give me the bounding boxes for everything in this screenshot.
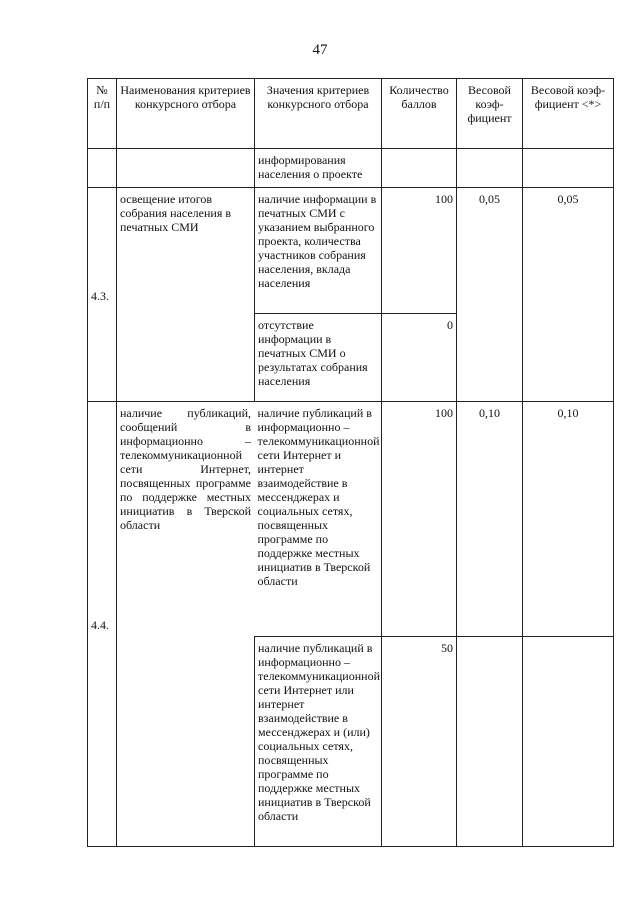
cell-empty (523, 149, 614, 188)
header-score: Количество баллов (382, 79, 457, 149)
table-row (88, 149, 614, 188)
cell-empty (457, 637, 523, 847)
criterion-name-4-3: освещение итогов собрания населения в печатных СМИ (117, 188, 255, 402)
page-number: 47 (312, 42, 328, 58)
cell-empty (117, 149, 255, 188)
header-criterion-value: Значения критериев конкурсного отбора (255, 79, 382, 149)
cell-empty (382, 149, 457, 188)
header-number: № п/п (88, 79, 117, 149)
criteria-table (87, 78, 614, 847)
criterion-name-4-4: наличие публикаций, сообщений в информационно – телекоммуникационной сети Интернет, посвященных программе по поддержке местных инициатив в Тверской области (117, 402, 255, 847)
cell-empty (88, 149, 117, 188)
weight-alt-4-3: 0,05 (523, 188, 614, 402)
cell-empty (523, 637, 614, 847)
weight-alt-4-4: 0,10 (523, 402, 614, 637)
row-number-4-3: 4.3. (88, 188, 117, 402)
table-row (88, 188, 614, 314)
criterion-value-4-4-1: наличие публикаций в информационно – телекоммуникационной сети Интернет и интернет взаимодействие в мессенджерах и социальных сетях, посвященных программе по поддержке местных инициатив в Тверской области (255, 402, 382, 637)
cell-empty (457, 149, 523, 188)
score-4-4-1: 100 (382, 402, 457, 637)
header-criterion-name: Наименования критериев конкурсного отбора (117, 79, 255, 149)
header-weight: Весовой коэф-фициент (457, 79, 523, 149)
score-4-3-1: 100 (382, 188, 457, 314)
cell-continuation-value: информирования населения о проекте (255, 149, 382, 188)
table-header-row (88, 79, 614, 149)
weight-4-3: 0,05 (457, 188, 523, 402)
criterion-value-4-4-2: наличие публикаций в информационно – телекоммуникационной сети Интернет или интернет взаимодействие в мессенджерах и (или) социальных сетях, посвященных программе по поддержке местных инициатив в Тверской области (255, 637, 382, 847)
header-weight-alt: Весовой коэф-фициент <*> (523, 79, 614, 149)
score-4-4-2: 50 (382, 637, 457, 847)
weight-4-4: 0,10 (457, 402, 523, 637)
score-4-3-2: 0 (382, 314, 457, 402)
row-number-4-4: 4.4. (88, 402, 117, 847)
criterion-value-4-3-2: отсутствие информации в печатных СМИ о результатах собрания населения (255, 314, 382, 402)
table-row (88, 402, 614, 637)
criterion-value-4-3-1: наличие информации в печатных СМИ с указанием выбранного проекта, количества участников собрания населения, вклада населения (255, 188, 382, 314)
